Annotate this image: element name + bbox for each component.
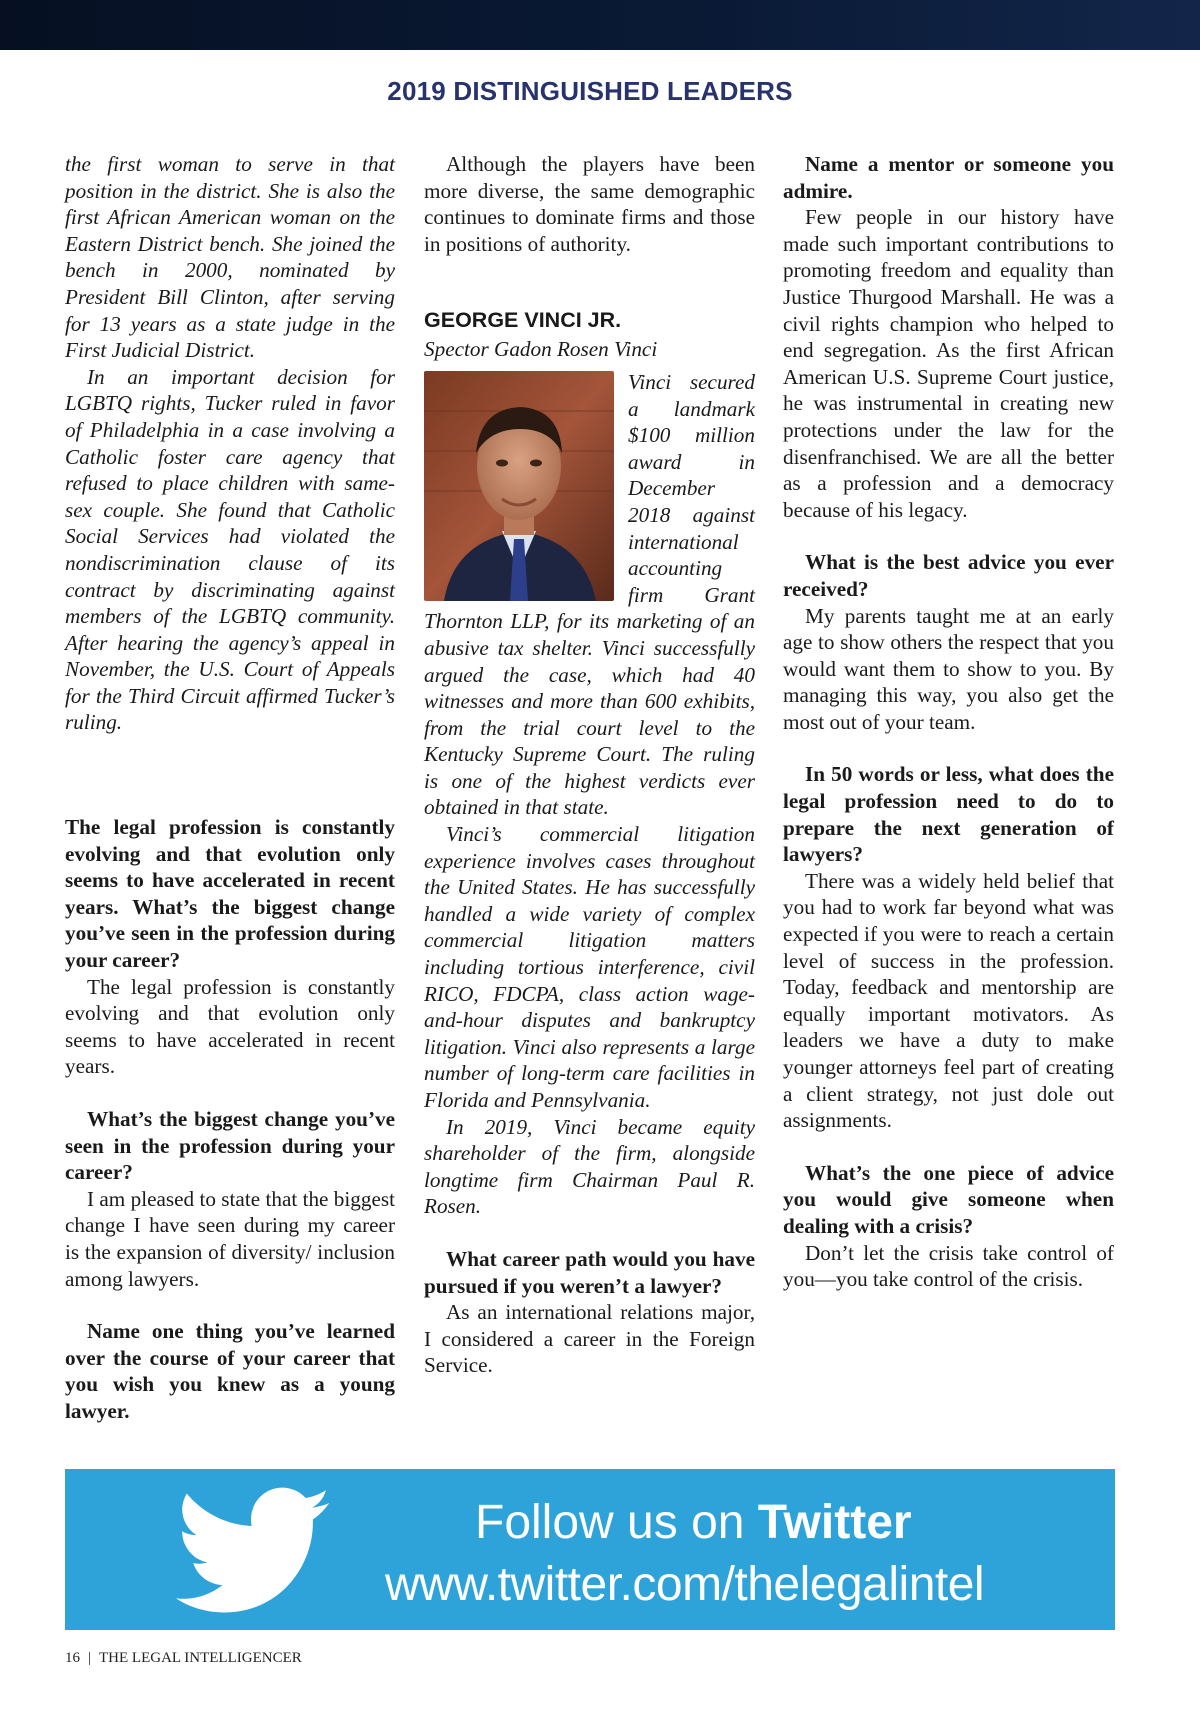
profile-firm: Spector Gadon Rosen Vinci (424, 337, 658, 362)
article-column-1 (65, 151, 395, 1425)
question: What’s the one piece of advice you would give someone when dealing with a crisis? (783, 1160, 1114, 1238)
answer: My parents taught me at an early age to show others the respect that you would want them to show to you. By managing this way, you also get the most out of your team. (783, 603, 1114, 734)
follow-text (475, 1495, 1075, 1551)
intro-paragraph: the first woman to serve in that position in the district. She is also the first African American woman on the Eastern District bench. She joined the bench in 2000, nominated by President Bill Clinton, after serving for 13 years as a state judge in the First Judicial District. (65, 152, 395, 363)
intro-paragraph: In an important decision for LGBTQ rights, Tucker ruled in favor of Philadelphia in a case involving a Catholic foster care agency that refused to place children with same-sex couple. She found that Catholic Social Services had violated the nondiscrimination clause of its contract by discriminating against members of the LGBTQ community. After hearing the agency’s appeal in November, the U.S. Court of Appeals for the Third Circuit affirmed Tucker’s ruling. (65, 364, 395, 735)
twitter-bird-icon (175, 1487, 335, 1617)
profile-paragraph: In 2019, Vinci became equity shareholder of the firm, alongside longtime firm Chairman Paul R. Rosen. (424, 1114, 755, 1219)
answer: I am pleased to state that the biggest change I have seen during my career is the expansion of diversity/ inclusion among lawyers. (65, 1186, 395, 1291)
page-footer (65, 1650, 302, 1667)
profile-paragraph: Vinci secured a landmark $100 million award in December 2018 against international accounting firm Grant Thornton LLP, for its marketing of an abusive tax shelter. Vinci successfully argued the case, which had 40 witnesses and more than 600 exhibits, from the trial court level to the Kentucky Supreme Court. The ruling is one of the highest verdicts ever obtained in that state. (424, 369, 755, 820)
footer-separator: | (88, 1650, 92, 1666)
profile-photo (424, 371, 614, 601)
question: Name one thing you’ve learned over the course of your career that you wish you knew as a young lawyer. (65, 1319, 395, 1423)
question: What career path would you have pursued if you weren’t a lawyer? (424, 1246, 755, 1298)
question: Name a mentor or someone you admire. (783, 152, 1114, 203)
answer: The legal profession is constantly evolving and that evolution only seems to have accelerated in recent years. (65, 974, 395, 1079)
answer: Don’t let the crisis take control of you—you take control of the crisis. (783, 1240, 1114, 1292)
article-column-2 (424, 151, 755, 1379)
answer: Few people in our history have made such important contributions to promoting freedom and equality than Justice Thurgood Marshall. He was a civil rights champion who helped to end segregation. As the first African American U.S. Supreme Court justice, he was instrumental in creating new protections under the law for the disenfranchised. We are all the better as a profession and a democracy because of his legacy. (783, 205, 1114, 522)
answer: There was a widely held belief that you had to work far beyond what was expected if you were to reach a certain level of success in the profession. Today, feedback and mentorship are equally important motivators. As leaders we have a duty to make younger attorneys feel part of creating a client strategy, not just dole out assignments. (783, 868, 1114, 1133)
publication-name: THE LEGAL INTELLIGENCER (99, 1650, 302, 1666)
article-column-3 (783, 151, 1114, 1293)
profile-paragraph: Vinci’s commercial litigation experience involves cases throughout the United States. He has successfully handled a wide variety of complex commercial litigation matters including tortious interference, civil RICO, FDCPA, class action wage-and-hour disputes and bankruptcy litigation. Vinci also represents a large number of long-term care facilities in Florida and Pennsylvania. (424, 822, 755, 1112)
page-number: 16 (65, 1650, 80, 1666)
twitter-url-link[interactable]: www.twitter.com/thelegalintel (385, 1558, 985, 1611)
twitter-brand: Twitter (757, 1496, 912, 1549)
question: In 50 words or less, what does the legal profession need to do to prepare the next generation of lawyers? (783, 762, 1114, 867)
question: What is the best advice you ever received? (783, 550, 1114, 601)
answer: As an international relations major, I considered a career in the Foreign Service. (424, 1300, 755, 1378)
profile-name: GEORGE VINCI JR. (424, 308, 622, 333)
question: What’s the biggest change you’ve seen in the profession during your career? (65, 1107, 395, 1185)
follow-prefix: Follow us on (475, 1496, 758, 1549)
top-header-bar (0, 0, 1200, 50)
question: The legal profession is constantly evolving and that evolution only seems to have accelerated in recent years. What’s the biggest change you’ve seen in the profession during your career? (65, 815, 395, 973)
twitter-follow-banner[interactable] (65, 1469, 1115, 1630)
portrait-image (424, 371, 614, 601)
section-title: 2019 DISTINGUISHED LEADERS (387, 76, 793, 106)
continued-paragraph: Although the players have been more diverse, the same demographic continues to dominate firms and those in positions of authority. (424, 152, 755, 256)
